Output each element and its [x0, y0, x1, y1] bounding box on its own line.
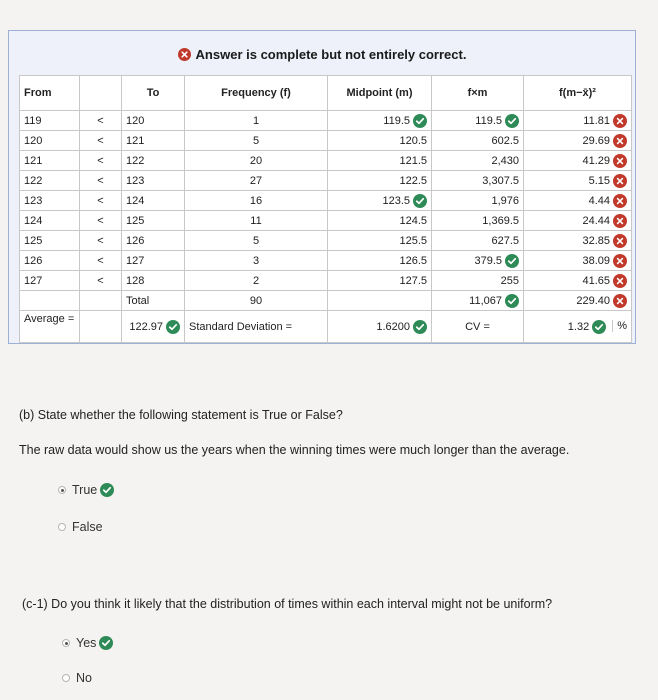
- total-fmx2[interactable]: [524, 291, 632, 311]
- cell-fxm-value: 3,307.5: [482, 174, 519, 187]
- cell-to[interactable]: 124: [122, 191, 185, 211]
- average-label: Average =: [20, 311, 80, 343]
- table-row: [20, 271, 632, 291]
- cell-fmx2-value: 32.85: [582, 234, 610, 247]
- cell-fxm[interactable]: [432, 211, 524, 231]
- check-icon: [413, 114, 427, 128]
- cell-frequency[interactable]: 5: [185, 131, 328, 151]
- radio-false-indicator[interactable]: [58, 523, 66, 531]
- cell-frequency[interactable]: 20: [185, 151, 328, 171]
- radio-no[interactable]: [62, 671, 92, 685]
- average-value-text: 122.97: [129, 320, 163, 333]
- cell-midpoint[interactable]: [328, 271, 432, 291]
- cell-frequency[interactable]: 2: [185, 271, 328, 291]
- cross-icon: [613, 134, 627, 148]
- header-fmx2: f(m−x̄)²: [524, 76, 632, 111]
- average-value[interactable]: [122, 311, 185, 343]
- cell-fmx2[interactable]: [524, 131, 632, 151]
- radio-false-label: False: [72, 520, 103, 534]
- table-row: [20, 171, 632, 191]
- cell-frequency[interactable]: 27: [185, 171, 328, 191]
- cell-frequency[interactable]: 3: [185, 251, 328, 271]
- cell-fmx2[interactable]: [524, 151, 632, 171]
- total-fmx2-value: 229.40: [576, 294, 610, 307]
- cell-midpoint[interactable]: [328, 231, 432, 251]
- radio-yes-indicator[interactable]: [62, 639, 70, 647]
- cross-icon: [613, 114, 627, 128]
- cell-frequency[interactable]: 11: [185, 211, 328, 231]
- cell-to[interactable]: 128: [122, 271, 185, 291]
- cell-frequency[interactable]: 1: [185, 111, 328, 131]
- frequency-table: [19, 75, 632, 343]
- cell-symbol: <: [80, 271, 122, 291]
- cell-midpoint-value: 126.5: [399, 254, 427, 267]
- cell-fmx2[interactable]: [524, 271, 632, 291]
- cell-frequency[interactable]: 5: [185, 231, 328, 251]
- cell-fxm[interactable]: [432, 131, 524, 151]
- cross-icon: [613, 194, 627, 208]
- cell-midpoint[interactable]: [328, 131, 432, 151]
- average-row: [20, 311, 632, 343]
- table-row: [20, 231, 632, 251]
- cell-midpoint-value: 123.5: [382, 194, 410, 207]
- cell-empty: [80, 291, 122, 311]
- cell-fxm-value: 627.5: [491, 234, 519, 247]
- part-b-statement: The raw data would show us the years when the winning times were much longer than the average.: [19, 443, 570, 457]
- cell-empty: [80, 311, 122, 343]
- cell-symbol: <: [80, 251, 122, 271]
- check-icon: [100, 483, 114, 497]
- cell-midpoint[interactable]: [328, 211, 432, 231]
- cell-symbol: <: [80, 191, 122, 211]
- check-icon: [505, 294, 519, 308]
- cross-icon: [613, 234, 627, 248]
- sd-label: Standard Deviation =: [185, 311, 328, 343]
- cell-midpoint-value: 124.5: [399, 214, 427, 227]
- check-icon: [413, 320, 427, 334]
- header-symbol: [80, 76, 122, 111]
- radio-no-indicator[interactable]: [62, 674, 70, 682]
- cell-fxm[interactable]: [432, 171, 524, 191]
- cell-fxm-value: 119.5: [475, 114, 502, 127]
- table-row: [20, 191, 632, 211]
- cell-fmx2-value: 41.29: [582, 154, 610, 167]
- cell-from[interactable]: 127: [20, 271, 80, 291]
- cv-value-text: 1.32: [567, 320, 590, 333]
- cell-from[interactable]: 121: [20, 151, 80, 171]
- cell-fxm[interactable]: [432, 191, 524, 211]
- header-from: From: [20, 76, 80, 111]
- cell-to[interactable]: 126: [122, 231, 185, 251]
- cv-unit: %: [612, 320, 627, 332]
- cell-fmx2-value: 41.65: [582, 274, 610, 287]
- cell-fxm-value: 379.5: [474, 254, 502, 267]
- cell-to[interactable]: 125: [122, 211, 185, 231]
- cell-fxm[interactable]: [432, 271, 524, 291]
- radio-false[interactable]: [58, 520, 103, 534]
- cell-fmx2[interactable]: [524, 191, 632, 211]
- cell-frequency[interactable]: 16: [185, 191, 328, 211]
- cell-fmx2[interactable]: [524, 111, 632, 131]
- radio-yes[interactable]: [62, 636, 113, 650]
- cell-fmx2-value: 29.69: [582, 134, 610, 147]
- cell-fmx2-value: 11.81: [583, 114, 610, 127]
- cell-midpoint-value: 119.5: [383, 114, 410, 127]
- cross-icon: [613, 214, 627, 228]
- cell-fmx2[interactable]: [524, 211, 632, 231]
- cell-empty: [328, 291, 432, 311]
- table-row: [20, 111, 632, 131]
- cell-from[interactable]: 122: [20, 171, 80, 191]
- cell-symbol: <: [80, 151, 122, 171]
- cell-fmx2[interactable]: [524, 231, 632, 251]
- total-label: Total: [122, 291, 185, 311]
- cell-midpoint-value: 121.5: [399, 154, 427, 167]
- cross-icon: [613, 274, 627, 288]
- cv-value[interactable]: [524, 311, 632, 343]
- sd-value[interactable]: [328, 311, 432, 343]
- sd-value-text: 1.6200: [376, 320, 410, 333]
- cell-fxm[interactable]: [432, 111, 524, 131]
- total-frequency[interactable]: 90: [185, 291, 328, 311]
- cross-icon: [613, 254, 627, 268]
- cell-symbol: <: [80, 131, 122, 151]
- cell-midpoint[interactable]: [328, 191, 432, 211]
- cell-fmx2-value: 24.44: [582, 214, 610, 227]
- cell-fxm-value: 255: [500, 274, 519, 287]
- table-header: [20, 76, 632, 111]
- cell-fxm[interactable]: [432, 151, 524, 171]
- check-icon: [166, 320, 180, 334]
- table-row: [20, 251, 632, 271]
- total-row: [20, 291, 632, 311]
- cell-symbol: <: [80, 171, 122, 191]
- cell-fmx2-value: 4.44: [588, 194, 610, 207]
- cell-to[interactable]: 123: [122, 171, 185, 191]
- cell-midpoint-value: 122.5: [399, 174, 427, 187]
- cell-fmx2[interactable]: [524, 251, 632, 271]
- cell-fmx2[interactable]: [524, 171, 632, 191]
- cell-empty: [20, 291, 80, 311]
- radio-no-label: No: [76, 671, 92, 685]
- cell-midpoint-value: 120.5: [399, 134, 427, 147]
- check-icon: [99, 636, 113, 650]
- cell-fmx2-value: 38.09: [582, 254, 610, 267]
- part-c1-prompt: (c-1) Do you think it likely that the distribution of times within each interval might not be uniform?: [22, 597, 553, 611]
- cell-midpoint-value: 127.5: [399, 274, 427, 287]
- total-fxm[interactable]: [432, 291, 524, 311]
- part-b-prompt: (b) State whether the following statement is True or False?: [19, 408, 343, 422]
- cv-label: CV =: [432, 311, 524, 343]
- header-fxm: f×m: [432, 76, 524, 111]
- status-banner: [9, 47, 635, 64]
- cell-fmx2-value: 5.15: [588, 174, 610, 187]
- cell-midpoint[interactable]: [328, 111, 432, 131]
- cell-from[interactable]: 125: [20, 231, 80, 251]
- cell-symbol: <: [80, 111, 122, 131]
- radio-true[interactable]: [58, 483, 114, 497]
- cell-to[interactable]: 127: [122, 251, 185, 271]
- cell-to[interactable]: 120: [122, 111, 185, 131]
- cell-symbol: <: [80, 231, 122, 251]
- cross-icon: [613, 294, 627, 308]
- radio-yes-label: Yes: [76, 636, 97, 650]
- cell-midpoint[interactable]: [328, 151, 432, 171]
- cell-symbol: <: [80, 211, 122, 231]
- answer-panel: [8, 30, 636, 344]
- table-row: [20, 211, 632, 231]
- cell-from[interactable]: 120: [20, 131, 80, 151]
- status-banner-text: Answer is complete but not entirely correct.: [195, 47, 467, 62]
- total-fxm-value: 11,067: [469, 294, 502, 307]
- header-midpoint: Midpoint (m): [328, 76, 432, 111]
- cell-fxm-value: 2,430: [491, 154, 519, 167]
- cell-midpoint[interactable]: [328, 251, 432, 271]
- header-frequency: Frequency (f): [185, 76, 328, 111]
- check-icon: [592, 320, 606, 334]
- cell-fxm-value: 1,976: [491, 194, 519, 207]
- radio-true-label: True: [72, 483, 98, 497]
- radio-true-indicator[interactable]: [58, 486, 66, 494]
- cell-midpoint-value: 125.5: [399, 234, 427, 247]
- table-row: [20, 151, 632, 171]
- error-icon: [178, 48, 191, 64]
- check-icon: [413, 194, 427, 208]
- cell-fxm[interactable]: [432, 251, 524, 271]
- cell-to[interactable]: 121: [122, 131, 185, 151]
- cell-from[interactable]: 123: [20, 191, 80, 211]
- cross-icon: [613, 154, 627, 168]
- check-icon: [505, 114, 519, 128]
- cell-midpoint[interactable]: [328, 171, 432, 191]
- cell-fxm-value: 602.5: [491, 134, 519, 147]
- cell-from[interactable]: 124: [20, 211, 80, 231]
- cell-from[interactable]: 126: [20, 251, 80, 271]
- cell-from[interactable]: 119: [20, 111, 80, 131]
- cell-fxm[interactable]: [432, 231, 524, 251]
- cell-fxm-value: 1,369.5: [482, 214, 519, 227]
- check-icon: [505, 254, 519, 268]
- cross-icon: [613, 174, 627, 188]
- header-to: To: [122, 76, 185, 111]
- table-row: [20, 131, 632, 151]
- cell-to[interactable]: 122: [122, 151, 185, 171]
